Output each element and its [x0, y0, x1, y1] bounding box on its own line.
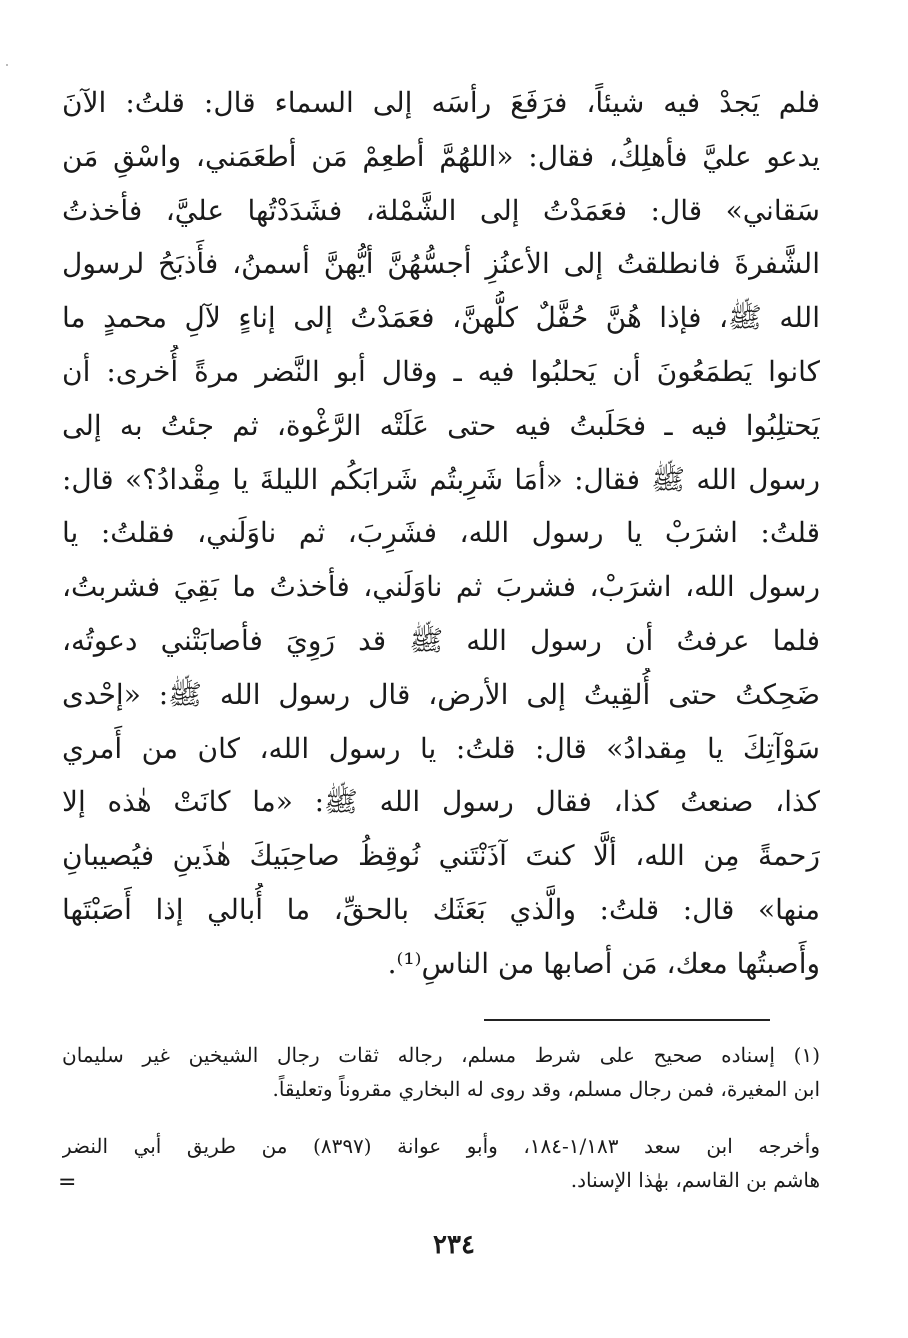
- text-line: يدعو عليَّ فأهلِكُ، فقال: «اللهُمَّ أطعِمْ مَن أطعَمَني، واسْقِ مَن: [62, 139, 820, 173]
- footnote-separator: [484, 1019, 770, 1021]
- footnote-line: هاشم بن القاسم، بهٰذا الإسناد.: [570, 1168, 820, 1192]
- text-line: فلما عرفتُ أن رسول الله ﷺ قد رَوِيَ فأصابَتْني دعوتُه،: [62, 623, 820, 657]
- text-line: منها» قال: قلتُ: والَّذي بَعَثَك بالحقِّ، ما أُبالي إذا أَصَبْتَها: [62, 892, 820, 926]
- text-line: سَوْآتِكَ يا مِقدادُ» قال: قلتُ: يا رسول الله، كان من أَمري: [62, 731, 820, 765]
- text-line: رسول الله، اشرَبْ، فشربَ ثم ناوَلَني، فأخذتُ ما بَقِيَ فشربتُ،: [62, 570, 820, 604]
- text-line: يَحتلِبُوا فيه ـ فحَلَبتُ فيه حتى عَلَتْه الرَّغْوة، ثم جئتُ به إلى: [62, 408, 820, 442]
- text-line: سَقاني» قال: فعَمَدْتُ إلى الشَّمْلة، فشَدَدْتُها عليَّ، فأخذتُ: [62, 193, 820, 227]
- text-line: كذا، صنعتُ كذا، فقال رسول الله ﷺ: «ما كانَتْ هٰذه إلا: [62, 785, 820, 819]
- page-number: ٢٣٤: [433, 1230, 475, 1260]
- text-line: ضَحِكتُ حتى أُلقِيتُ إلى الأرض، قال رسول الله ﷺ: «إحْدى: [62, 677, 820, 711]
- text-line: كانوا يَطمَعُونَ أن يَحلبُوا فيه ـ وقال أبو النَّضر مرةً أُخرى: أن: [62, 354, 820, 388]
- footnotes: [62, 1038, 820, 1197]
- text-line: الشَّفرةَ فانطلقتُ إلى الأعنُزِ أجسُّهُنَّ أيُّهنَّ أسمنُ، فأَذبَحُ لرسول: [62, 247, 820, 281]
- text-line: الله ﷺ، فإذا هُنَّ حُفَّلٌ كلُّهنَّ، فعَمَدْتُ إلى إناءٍ لآلِ محمدٍ ما: [62, 301, 820, 335]
- text-line: وأَصبتُها معك، مَن أصابها من الناسِ⁽¹⁾.: [387, 946, 820, 980]
- margin-mark: [6, 64, 8, 66]
- text-line: رَحمةً مِن الله، ألَّا كنتَ آذَنْتَني نُوقِظُ صاحِبَيكَ هٰذَينِ فيُصيبانِ: [62, 839, 820, 873]
- footnote-line: ابن المغيرة، فمن رجال مسلم، وقد روى له البخاري مقروناً وتعليقاً.: [272, 1077, 820, 1101]
- continuation-mark: =: [58, 1170, 77, 1195]
- text-line: رسول الله ﷺ فقال: «أمَا شَرِبتُم شَرابَكُم الليلةَ يا مِقْدادُ؟» قال:: [62, 462, 820, 496]
- footnote-line: (١) إسناده صحيح على شرط مسلم، رجاله ثقات رجال الشيخين غير سليمان: [62, 1043, 820, 1067]
- text-line: فلم يَجدْ فيه شيئاً، فرَفَعَ رأسَه إلى السماء قال: قلتُ: الآنَ: [62, 86, 820, 119]
- footnote-line: وأخرجه ابن سعد ١/١٨٣-١٨٤، وأبو عوانة (٨٣٩٧) من طريق أبي النضر: [62, 1134, 820, 1158]
- text-line: قلتُ: اشرَبْ يا رسول الله، فشَرِبَ، ثم ناوَلَني، فقلتُ: يا: [62, 516, 820, 550]
- main-text: [62, 76, 820, 991]
